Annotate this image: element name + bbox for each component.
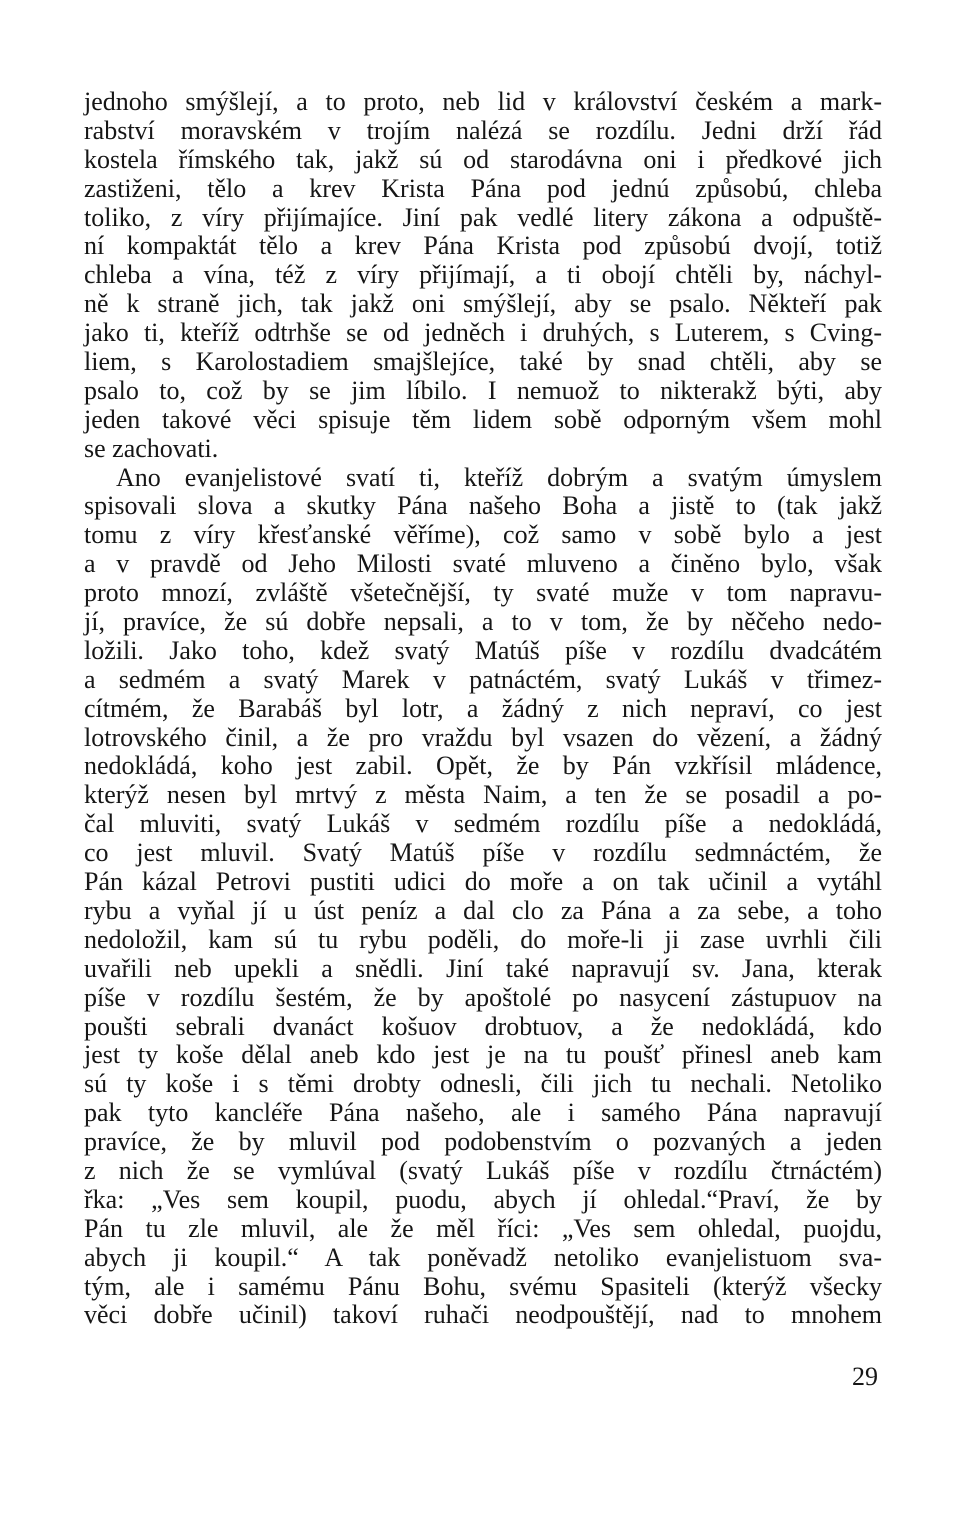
text-line: liem, s Karolostadiem smajšlejíce, také by snad chtěli, aby se [84,347,882,377]
text-line: z nich že se vymlúval (svatý Lukáš píše v rozdílu čtrnáctém) [84,1155,882,1185]
text-line: Pán kázal Petrovi pustiti udici do moře a on tak učinil a vytáhl [84,867,882,897]
text-line: jako ti, kteříž odtrhše se od jedněch i druhých, s Luterem, s Cving- [84,318,882,348]
text-line: tým, ale i samému Pánu Bohu, svému Spasiteli (kterýž všecky [84,1271,882,1301]
text-line: zastiženi, tělo a krev Krista Pána pod jednú způsobú, chleba [84,173,882,203]
text-line: nedokládá, koho jest zabil. Opět, že by Pán vzkřísil mládence, [84,751,882,781]
text-line: řka: „Ves sem koupil, puodu, abych jí ohledal.“Praví, že by [84,1184,882,1214]
paragraph-1 [84,88,882,464]
text-line: Pán tu zle mluvil, ale že měl říci: „Ves sem ohledal, puojdu, [84,1213,882,1243]
text-line: uvařili neb upekli a snědli. Jiní také napravují sv. Jana, kterak [84,953,882,983]
text-line: proto mnozí, zvláště všetečnější, ty svaté muže v tom napravu- [84,578,882,608]
text-line: ně k straně jich, tak jakž oni smýšlejí, aby se psalo. Někteří pak [84,289,882,319]
text-line: spisovali slova a skutky Pána našeho Boha a jistě to (tak jakž [84,491,882,521]
text-line: co jest mluvil. Svatý Matúš píše v rozdílu sedmnáctém, že [84,838,882,868]
text-line: věci dobře učinil) takoví ruhači neodpouštějí, nad to mnohem [84,1300,882,1330]
text-line: ložili. Jako toho, kdež svatý Matúš píše v rozdílu dvadcátém [84,635,882,665]
text-line: čal mluviti, svatý Lukáš v sedmém rozdílu píše a nedokládá, [84,809,882,839]
text-line: ní kompaktát tělo a krev Pána Krista pod způsobú dvojí, totiž [84,231,882,261]
text-line: jeden takové věci spisuje těm lidem sobě odporným všem mohl [84,404,882,434]
text-line: a sedmém a svatý Marek v patnáctém, svatý Lukáš v třimez- [84,664,882,694]
text-line: chleba a vína, též z víry přijímají, a ti obojí chtěli by, náchyl- [84,260,882,290]
text-line: pravíce, že by mluvil pod podobenstvím o pozvaných a jeden [84,1127,882,1157]
text-line: píše v rozdílu šestém, že by apoštolé po nasycení zástupuov na [84,982,882,1012]
text-line: pak tyto kancléře Pána našeho, ale i samého Pána napravují [84,1098,882,1128]
text-line: tomu z víry křesťanské věříme), což samo v sobě bylo a jest [84,520,882,550]
text-line: abych ji koupil.“ A tak poněvadž netoliko evanjelistuom sva- [84,1242,882,1272]
text-line: se zachovati. [84,433,219,463]
text-line: poušti sebrali dvanáct košuov drobtuov, a že nedokládá, kdo [84,1011,882,1041]
text-line: Ano evanjelistové svatí ti, kteříž dobrým a svatým úmyslem [116,462,882,492]
text-line: cítmém, že Barabáš byl lotr, a žádný z nich nepraví, co jest [84,693,882,723]
paragraph-2 [84,464,882,1331]
text-line: rybu a vyňal jí u úst peníz a dal clo za Pána a za sebe, a toho [84,895,882,925]
text-line: nedoložil, kam sú tu rybu poděli, do moře-li ji zase uvrhli čili [84,924,882,954]
body-text [84,88,882,1330]
text-line: a v pravdě od Jeho Milosti svaté mluveno a činěno bylo, však [84,549,882,579]
text-line: kterýž nesen byl mrtvý z města Naim, a ten že se posadil a po- [84,780,882,810]
text-line: kostela římského tak, jakž sú od starodávna oni i předkové jich [84,144,882,174]
text-line: psalo to, což by se jim líbilo. I nemuož to nikterakž býti, aby [84,375,882,405]
text-line: jednoho smýšlejí, a to proto, neb lid v království českém a mark- [84,87,882,116]
text-line: jest ty koše dělal aneb kdo jest je na tu poušť přinesl aneb kam [84,1040,882,1070]
text-line: lotrovského činil, a že pro vraždu byl vsazen do vězení, a žádný [84,722,882,752]
text-line: toliko, z víry přijímajíce. Jiní pak vedlé litery zákona a odpuště- [84,202,882,232]
page-number: 29 [852,1362,878,1391]
text-line: sú ty koše i s těmi drobty odnesli, čili jich tu nechali. Netoliko [84,1069,882,1099]
text-line: jí, pravíce, že sú dobře nepsali, a to v tom, že by něčeho nedo- [84,607,882,637]
text-line: rabství moravském v trojím nalézá se rozdílu. Jedni drží řád [84,115,882,145]
